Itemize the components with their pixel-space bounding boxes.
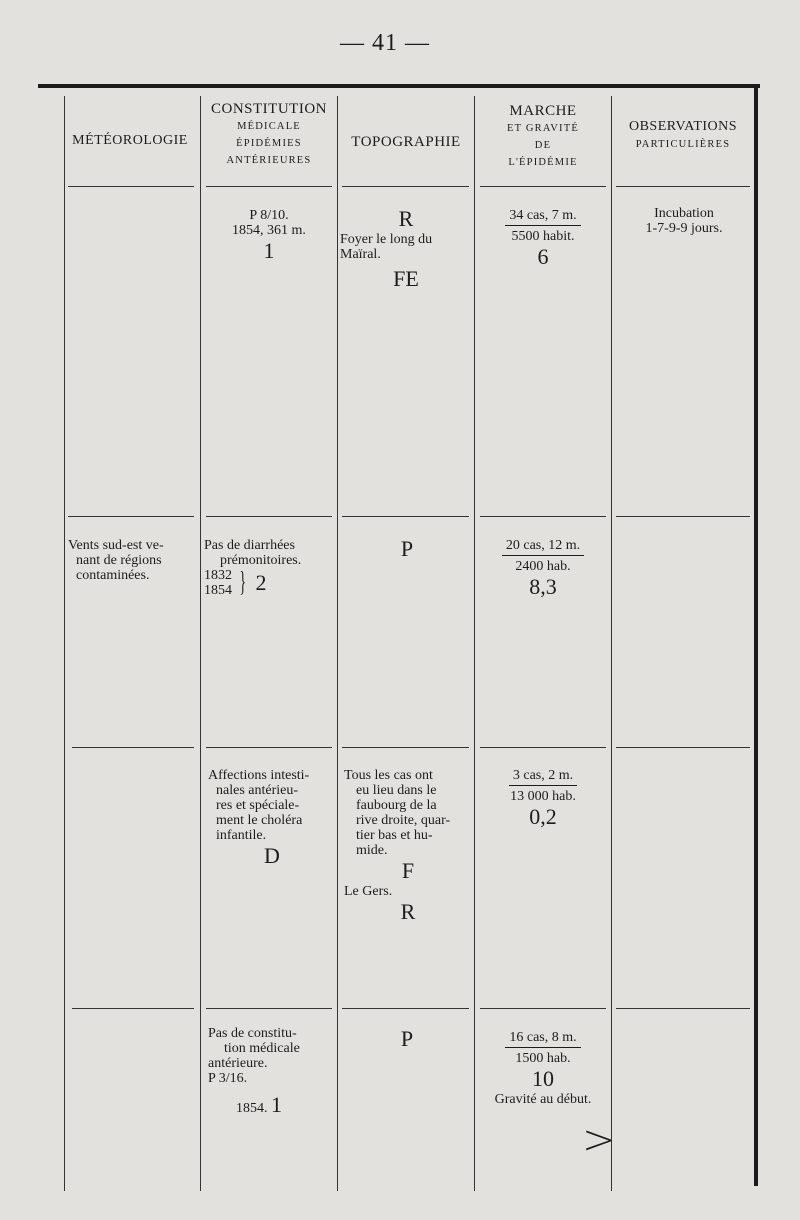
row-rule — [206, 1008, 332, 1009]
gravity-note: Gravité au début. — [494, 1092, 592, 1107]
cases-count: 3 cas, 2 m. — [509, 768, 577, 786]
row-rule — [206, 186, 332, 187]
mortality-ratio: 6 — [537, 244, 549, 269]
row-rule — [480, 1008, 606, 1009]
header-constitution-sub: ÉPIDÉMIES — [236, 138, 302, 149]
row-rule — [616, 516, 750, 517]
row-rule — [616, 186, 750, 187]
population: 13 000 hab. — [510, 789, 576, 804]
row-1-topographie — [340, 206, 472, 292]
topographie-letter: R — [398, 206, 414, 231]
header-marche — [475, 102, 611, 171]
row-4-topographie — [340, 1026, 474, 1052]
column-rule — [64, 96, 65, 1191]
column-rule — [611, 96, 612, 1191]
header-marche-sub: L'ÉPIDÉMIE — [508, 157, 578, 168]
constitution-line: antérieure. — [208, 1056, 268, 1071]
topographie-letter: R — [400, 899, 416, 924]
row-rule — [480, 747, 606, 748]
constitution-score: 2 — [255, 570, 267, 595]
header-observations — [612, 118, 754, 153]
cases-fraction — [502, 538, 584, 574]
row-rule — [206, 516, 332, 517]
constitution-line: Pas de constitu- — [208, 1026, 297, 1041]
row-1-marche — [476, 208, 610, 270]
row-rule — [342, 186, 469, 187]
brace-symbol: } — [239, 567, 247, 598]
column-rule — [337, 96, 338, 1191]
mortality-ratio: 0,2 — [529, 804, 557, 829]
row-rule — [480, 516, 606, 517]
constitution-line: nales antérieu- — [216, 783, 299, 798]
cases-fraction — [505, 208, 580, 244]
constitution-line: P 3/16. — [208, 1071, 248, 1086]
topographie-sub: Le Gers. — [344, 884, 393, 899]
constitution-line: res et spéciale- — [216, 798, 300, 813]
year: 1854. — [236, 1101, 268, 1116]
topographie-line: Maïral. — [340, 247, 381, 262]
row-2-meteorologie — [68, 538, 198, 583]
topographie-letter: F — [401, 858, 415, 883]
topographie-line: tier bas et hu- — [356, 828, 433, 843]
row-4-marche — [476, 1030, 610, 1107]
row-rule — [342, 516, 469, 517]
cases-count: 20 cas, 12 m. — [502, 538, 584, 556]
topographie-letter: FE — [393, 266, 419, 291]
right-border — [754, 86, 758, 1186]
header-constitution-label: CONSTITUTION — [211, 101, 327, 117]
header-observations-label: OBSERVATIONS — [628, 119, 738, 134]
constitution-line: infantile. — [216, 828, 267, 843]
meteo-line: Vents sud-est ve- — [68, 538, 164, 553]
header-observations-sub: PARTICULIÈRES — [635, 139, 731, 150]
cases-fraction — [509, 768, 577, 804]
topographie-line: rive droite, quar- — [356, 813, 451, 828]
row-1-observations — [614, 206, 754, 236]
topographie-line: Foyer le long du — [340, 232, 433, 247]
topographie-letter: P — [400, 1026, 414, 1051]
row-3-constitution — [208, 768, 334, 869]
year: 1832 — [204, 568, 232, 583]
header-meteorologie — [62, 132, 198, 150]
mortality-ratio: 8,3 — [529, 574, 557, 599]
row-1-constitution — [204, 208, 334, 264]
constitution-line: ment le choléra — [216, 813, 303, 828]
row-rule — [480, 186, 606, 187]
constitution-line: Affections intesti- — [208, 768, 310, 783]
header-constitution — [201, 100, 337, 169]
header-meteorologie-label: MÉTÉOROLOGIE — [72, 133, 188, 148]
topographie-line: eu lieu dans le — [356, 783, 437, 798]
constitution-line: Pas de diarrhées — [204, 538, 295, 553]
header-topographie-label: TOPOGRAPHIE — [351, 134, 461, 150]
row-3-topographie — [344, 768, 472, 925]
row-4-constitution — [208, 1026, 336, 1118]
population: 1500 hab. — [515, 1051, 571, 1066]
row-rule — [72, 1008, 194, 1009]
top-rule — [38, 84, 760, 88]
observation-line: Incubation — [654, 206, 714, 221]
mortality-ratio: 10 — [532, 1066, 554, 1091]
constitution-line: tion médicale — [224, 1041, 300, 1056]
constitution-line: prémonitoires. — [220, 553, 302, 568]
row-rule — [616, 1008, 750, 1009]
row-rule — [72, 747, 194, 748]
topographie-line: faubourg de la — [356, 798, 437, 813]
observation-line: 1-7-9-9 jours. — [645, 221, 723, 236]
header-marche-sub: ET GRAVITÉ — [507, 123, 579, 134]
constitution-score: D — [264, 843, 280, 868]
constitution-line: P 8/10. — [249, 208, 289, 223]
header-marche-label: MARCHE — [509, 103, 577, 119]
population: 2400 hab. — [515, 559, 571, 574]
topographie-line: Tous les cas ont — [344, 768, 433, 783]
header-constitution-sub: MÉDICALE — [237, 121, 301, 132]
topographie-line: mide. — [356, 843, 388, 858]
meteo-line: nant de régions — [76, 553, 162, 568]
column-rule — [474, 96, 475, 1191]
topographie-letter: P — [400, 536, 414, 561]
row-rule — [68, 516, 194, 517]
header-constitution-sub: ANTÉRIEURES — [226, 155, 312, 166]
header-topographie — [338, 133, 474, 151]
greater-than-symbol: > — [582, 1117, 616, 1163]
row-2-marche — [476, 538, 610, 600]
row-rule — [342, 747, 469, 748]
row-2-constitution — [204, 538, 336, 598]
cases-count: 34 cas, 7 m. — [505, 208, 580, 226]
year: 1854 — [204, 583, 232, 598]
row-rule — [68, 186, 194, 187]
cases-fraction — [505, 1030, 580, 1066]
constitution-line: 1854, 361 m. — [232, 223, 306, 238]
cases-count: 16 cas, 8 m. — [505, 1030, 580, 1048]
row-rule — [342, 1008, 469, 1009]
page-number: — 41 — — [340, 30, 430, 56]
constitution-score: 1 — [263, 238, 275, 263]
years-group — [204, 568, 336, 598]
header-marche-sub: DE — [534, 140, 552, 151]
meteo-line: contaminées. — [76, 568, 150, 583]
column-rule — [200, 96, 201, 1191]
row-rule — [616, 747, 750, 748]
row-3-marche — [476, 768, 610, 830]
population: 5500 habit. — [511, 229, 575, 244]
row-2-topographie — [340, 536, 474, 562]
constitution-score: 1 — [271, 1092, 282, 1117]
row-rule — [206, 747, 332, 748]
